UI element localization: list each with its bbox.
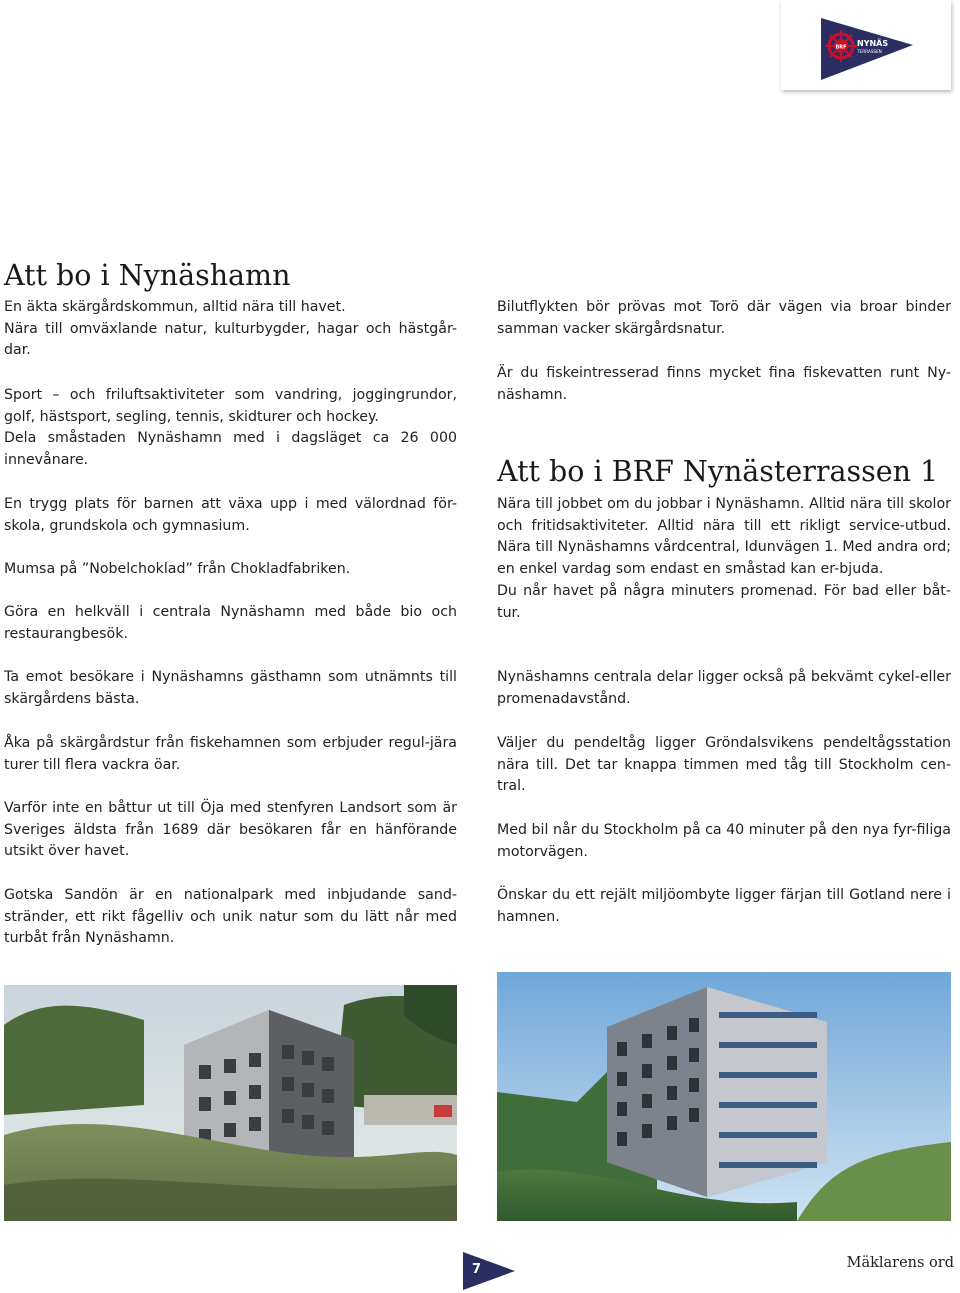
right-paragraph-3: Väljer du pendeltåg ligger Gröndalsvikens pendeltågsstation nära till. Det tar knappa timmen med tåg till Stockholm cen-tral. xyxy=(497,735,951,795)
logo-badge: BRF xyxy=(835,44,847,51)
right-paragraph-1: Nära till jobbet om du jobbar i Nynäshamn. Alltid nära till skolor och fritidsaktiviteter. Alltid nära till ett rikligt service-utbud. Nära till Nynäshamns vårdcentral, Idunvägen 1. Med andra ord; en enkel vardag som endast en småstad kan er-bjuda. Du når havet på några minuters promenad. För bad eller båt-tur. xyxy=(497,496,951,621)
left-paragraph-5: Göra en helkväll i centrala Nynäshamn med både bio och restaurangbesök. xyxy=(4,604,457,642)
logo-name-line: NYNÄS xyxy=(857,39,889,48)
left-paragraph-1: En äkta skärgårdskommun, alltid nära till havet. Nära till omväxlande natur, kulturbygder, hagar och hästgår-dar. xyxy=(4,299,457,359)
footer-section-title: Mäklarens ord xyxy=(846,1255,954,1271)
left-paragraph-7: Åka på skärgårdstur från fiskehamnen som erbjuder regul-jära turer till flera vackra öar. xyxy=(4,735,457,773)
right-intro-paragraph-1: Bilutflykten bör prövas mot Torö där vägen via broar binder samman vacker skärgårdsnatur. xyxy=(497,299,951,337)
right-paragraph-5: Önskar du ett rejält miljöombyte ligger färjan till Gotland nere i hamnen. xyxy=(497,887,951,925)
brand-logo-card xyxy=(781,0,951,90)
left-paragraph-9: Gotska Sandön är en nationalpark med inbjudande sand-stränder, ett rikt fågelliv och unik natur som du lätt når med turbåt från Nynäshamn. xyxy=(4,887,457,947)
right-heading: Att bo i BRF Nynästerrassen 1 xyxy=(497,455,939,488)
left-heading: Att bo i Nynäshamn xyxy=(4,259,291,292)
left-paragraph-2: Sport – och friluftsaktiviteter som vandring, joggingrundor, golf, hästsport, segling, tennis, skidturer och hockey. Dela småstaden Nynäshamn med i dagsläget ca 26 000 innevånare. xyxy=(4,387,457,469)
left-paragraph-4: Mumsa på ”Nobelchoklad” från Chokladfabriken. xyxy=(4,561,351,577)
right-paragraph-2: Nynäshamns centrala delar ligger också på bekvämt cykel-eller promenadavstånd. xyxy=(497,669,951,707)
logo-sub-line: TERRASSEN xyxy=(857,49,882,54)
left-paragraph-6: Ta emot besökare i Nynäshamns gästhamn som utnämnts till skärgårdens bästa. xyxy=(4,669,457,707)
right-intro-paragraph-2: Är du fiskeintresserad finns mycket fina fiskevatten runt Ny-näshamn. xyxy=(497,365,951,403)
building-rendering-photo-left xyxy=(4,985,457,1221)
left-paragraph-3: En trygg plats för barnen att växa upp i med välordnad för-skola, grundskola och gymnasium. xyxy=(4,496,457,534)
left-paragraph-8: Varför inte en båttur ut till Öja med stenfyren Landsort som är Sveriges äldsta från 1689 där besökaren får en hänförande utsikt över havet. xyxy=(4,800,457,860)
page-number-flag-icon xyxy=(463,1252,515,1290)
page-number: 7 xyxy=(472,1262,482,1277)
building-rendering-photo-right xyxy=(497,972,951,1221)
right-paragraph-4: Med bil når du Stockholm på ca 40 minuter på den nya fyr-filiga motorvägen. xyxy=(497,822,951,860)
pennant-logo-icon xyxy=(781,0,951,90)
